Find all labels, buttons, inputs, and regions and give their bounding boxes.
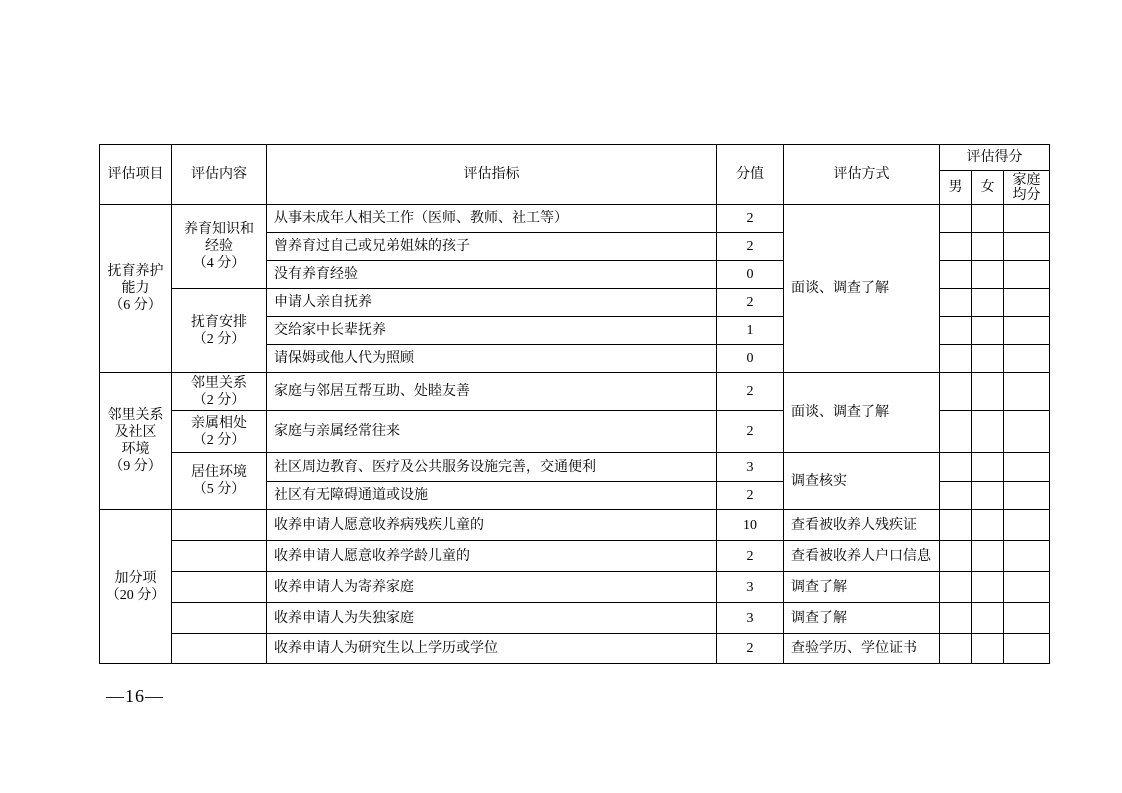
section-item-line: （9 分） bbox=[109, 459, 162, 474]
score-value-cell: 1 bbox=[717, 317, 784, 345]
score-family-average-cell bbox=[1004, 261, 1050, 289]
section-item-line: 抚育养护 bbox=[107, 264, 164, 279]
score-value-cell: 2 bbox=[717, 482, 784, 510]
header-method: 评估方式 bbox=[784, 145, 940, 205]
header-family-average-line: 家庭 bbox=[1012, 172, 1041, 188]
subgroup-content-line: 抚育安排 bbox=[191, 314, 247, 330]
indicator-cell: 收养申请人愿意收养病残疾儿童的 bbox=[267, 510, 717, 541]
subgroup-content-line: （5 分） bbox=[192, 482, 246, 497]
subgroup-content bbox=[172, 453, 267, 510]
subgroup-content-line: 邻里关系 bbox=[191, 375, 247, 391]
subgroup-content-line: 经验 bbox=[205, 239, 233, 254]
score-family-average-cell bbox=[1004, 482, 1050, 510]
score-family-average-cell bbox=[1004, 541, 1050, 572]
score-male-cell bbox=[940, 289, 972, 317]
section-item bbox=[100, 510, 172, 664]
header-indicator: 评估指标 bbox=[267, 145, 717, 205]
score-value-cell: 3 bbox=[717, 572, 784, 603]
score-female-cell bbox=[972, 233, 1004, 261]
score-male-cell bbox=[940, 453, 972, 482]
score-female-cell bbox=[972, 482, 1004, 510]
score-female-cell bbox=[972, 541, 1004, 572]
method-cell: 查验学历、学位证书 bbox=[784, 634, 940, 664]
method-cell: 调查核实 bbox=[784, 453, 940, 510]
score-value-cell: 2 bbox=[717, 411, 784, 453]
score-male-cell bbox=[940, 233, 972, 261]
indicator-cell: 曾养育过自己或兄弟姐妹的孩子 bbox=[267, 233, 717, 261]
score-female-cell bbox=[972, 317, 1004, 345]
page-number: —16— bbox=[106, 686, 164, 706]
subgroup-content-line: 养育知识和 bbox=[184, 222, 254, 237]
score-family-average-cell bbox=[1004, 634, 1050, 664]
indicator-cell: 请保姆或他人代为照顾 bbox=[267, 345, 717, 373]
section-item-line: （20 分） bbox=[105, 587, 166, 603]
score-value-cell: 2 bbox=[717, 634, 784, 664]
score-male-cell bbox=[940, 510, 972, 541]
header-male: 男 bbox=[940, 171, 972, 205]
indicator-cell: 交给家中长辈抚养 bbox=[267, 317, 717, 345]
subgroup-content bbox=[172, 289, 267, 373]
score-female-cell bbox=[972, 510, 1004, 541]
header-item: 评估项目 bbox=[100, 145, 172, 205]
header-content: 评估内容 bbox=[172, 145, 267, 205]
score-male-cell bbox=[940, 411, 972, 453]
method-cell: 调查了解 bbox=[784, 603, 940, 634]
section-item-line: 能力 bbox=[121, 281, 150, 296]
subgroup-content bbox=[172, 373, 267, 411]
score-value-cell: 2 bbox=[717, 205, 784, 233]
table-row bbox=[100, 205, 1050, 233]
section-item-line: （6 分） bbox=[109, 298, 162, 313]
indicator-cell: 家庭与亲属经常往来 bbox=[267, 411, 717, 453]
score-female-cell bbox=[972, 411, 1004, 453]
header-female: 女 bbox=[972, 171, 1004, 205]
indicator-cell: 收养申请人为研究生以上学历或学位 bbox=[267, 634, 717, 664]
score-value-cell: 0 bbox=[717, 261, 784, 289]
subgroup-content-line: （2 分） bbox=[192, 331, 246, 347]
score-female-cell bbox=[972, 634, 1004, 664]
method-cell: 调查了解 bbox=[784, 572, 940, 603]
score-male-cell bbox=[940, 317, 972, 345]
subgroup-content-empty bbox=[172, 510, 267, 541]
section-item bbox=[100, 205, 172, 373]
method-cell: 面谈、调查了解 bbox=[784, 205, 940, 373]
score-value-cell: 2 bbox=[717, 373, 784, 411]
table-row bbox=[100, 510, 1050, 541]
table-row bbox=[100, 541, 1050, 572]
evaluation-table bbox=[99, 144, 1050, 664]
section-item-line: 加分项 bbox=[114, 570, 157, 586]
method-cell: 查看被收养人户口信息 bbox=[784, 541, 940, 572]
score-male-cell bbox=[940, 634, 972, 664]
section-item-line: 邻里关系 bbox=[107, 408, 164, 423]
score-value-cell: 10 bbox=[717, 510, 784, 541]
score-family-average-cell bbox=[1004, 289, 1050, 317]
score-family-average-cell bbox=[1004, 345, 1050, 373]
table-row bbox=[100, 373, 1050, 411]
table-row bbox=[100, 572, 1050, 603]
section-item bbox=[100, 373, 172, 510]
score-female-cell bbox=[972, 572, 1004, 603]
indicator-cell: 从事未成年人相关工作（医师、教师、社工等） bbox=[267, 205, 717, 233]
table-row bbox=[100, 603, 1050, 634]
indicator-cell: 收养申请人为失独家庭 bbox=[267, 603, 717, 634]
subgroup-content-empty bbox=[172, 603, 267, 634]
indicator-cell: 收养申请人愿意收养学龄儿童的 bbox=[267, 541, 717, 572]
indicator-cell: 没有养育经验 bbox=[267, 261, 717, 289]
header-family-average bbox=[1004, 171, 1050, 205]
section-item-line: 环境 bbox=[121, 442, 150, 457]
score-male-cell bbox=[940, 261, 972, 289]
subgroup-content-line: （2 分） bbox=[192, 432, 246, 448]
subgroup-content-line: 居住环境 bbox=[191, 465, 247, 480]
indicator-cell: 社区有无障碍通道或设施 bbox=[267, 482, 717, 510]
score-male-cell bbox=[940, 345, 972, 373]
header-result: 评估得分 bbox=[940, 145, 1050, 171]
score-female-cell bbox=[972, 261, 1004, 289]
subgroup-content bbox=[172, 411, 267, 453]
method-cell: 面谈、调查了解 bbox=[784, 373, 940, 453]
header-score: 分值 bbox=[717, 145, 784, 205]
score-value-cell: 3 bbox=[717, 453, 784, 482]
score-male-cell bbox=[940, 482, 972, 510]
subgroup-content-line: （4 分） bbox=[192, 256, 246, 271]
subgroup-content-line: （2 分） bbox=[192, 392, 246, 408]
score-value-cell: 2 bbox=[717, 233, 784, 261]
score-family-average-cell bbox=[1004, 572, 1050, 603]
indicator-cell: 家庭与邻居互帮互助、处睦友善 bbox=[267, 373, 717, 411]
table-row bbox=[100, 634, 1050, 664]
score-male-cell bbox=[940, 205, 972, 233]
score-female-cell bbox=[972, 603, 1004, 634]
header-row bbox=[100, 145, 1050, 171]
score-family-average-cell bbox=[1004, 317, 1050, 345]
score-value-cell: 2 bbox=[717, 289, 784, 317]
score-family-average-cell bbox=[1004, 373, 1050, 411]
score-female-cell bbox=[972, 453, 1004, 482]
score-family-average-cell bbox=[1004, 453, 1050, 482]
score-female-cell bbox=[972, 373, 1004, 411]
table-row bbox=[100, 453, 1050, 482]
subgroup-content-empty bbox=[172, 572, 267, 603]
method-cell: 查看被收养人残疾证 bbox=[784, 510, 940, 541]
score-male-cell bbox=[940, 541, 972, 572]
score-value-cell: 2 bbox=[717, 541, 784, 572]
score-female-cell bbox=[972, 345, 1004, 373]
score-family-average-cell bbox=[1004, 205, 1050, 233]
score-male-cell bbox=[940, 373, 972, 411]
score-male-cell bbox=[940, 603, 972, 634]
score-value-cell: 0 bbox=[717, 345, 784, 373]
score-male-cell bbox=[940, 572, 972, 603]
score-family-average-cell bbox=[1004, 603, 1050, 634]
indicator-cell: 申请人亲自抚养 bbox=[267, 289, 717, 317]
score-family-average-cell bbox=[1004, 233, 1050, 261]
section-item-line: 及社区 bbox=[114, 425, 157, 440]
score-female-cell bbox=[972, 289, 1004, 317]
indicator-cell: 收养申请人为寄养家庭 bbox=[267, 572, 717, 603]
subgroup-content bbox=[172, 205, 267, 289]
subgroup-content-empty bbox=[172, 541, 267, 572]
score-family-average-cell bbox=[1004, 411, 1050, 453]
indicator-cell: 社区周边教育、医疗及公共服务设施完善，交通便利 bbox=[267, 453, 717, 482]
subgroup-content-empty bbox=[172, 634, 267, 664]
score-family-average-cell bbox=[1004, 510, 1050, 541]
score-value-cell: 3 bbox=[717, 603, 784, 634]
score-female-cell bbox=[972, 205, 1004, 233]
subgroup-content-line: 亲属相处 bbox=[191, 415, 247, 431]
header-family-average-line: 均分 bbox=[1012, 187, 1041, 203]
